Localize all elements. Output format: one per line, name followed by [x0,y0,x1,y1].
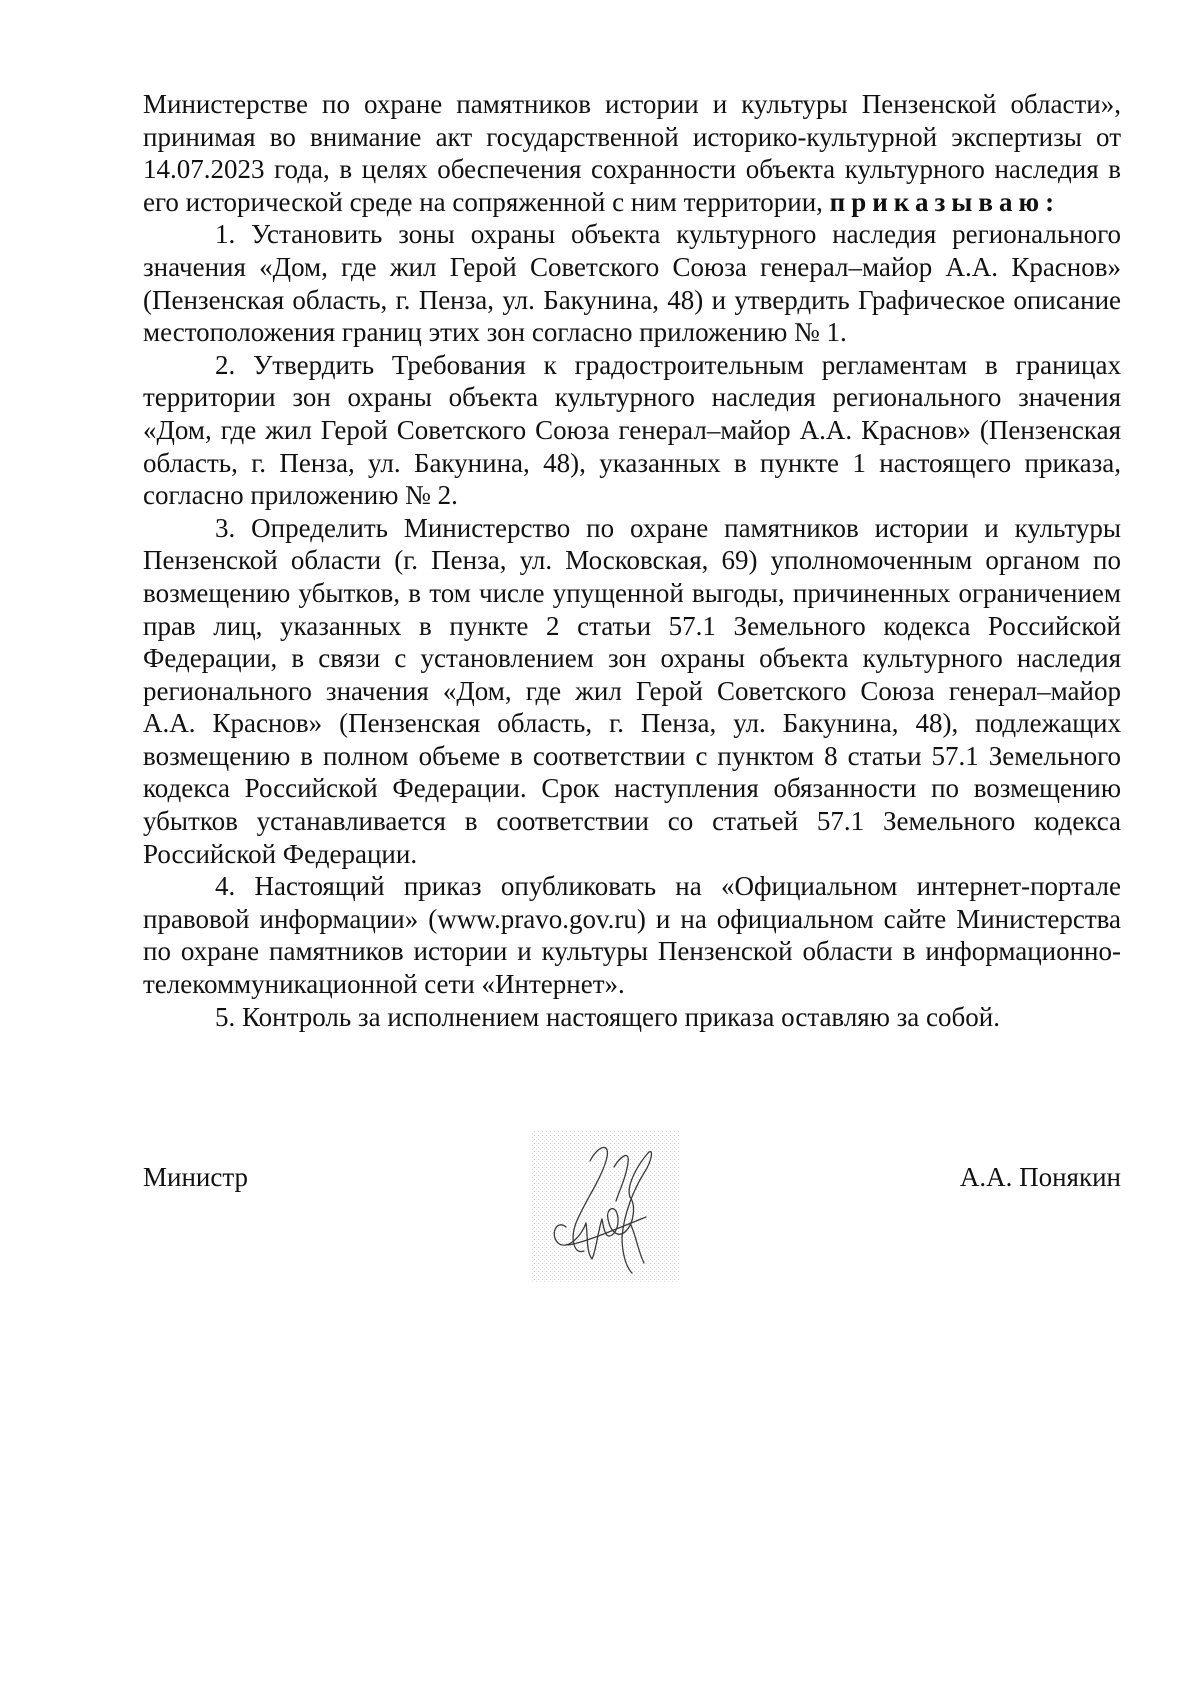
order-item-4: 4. Настоящий приказ опубликовать на «Официальном интернет-портале правовой информации» (www.pravo.gov.ru) и на официальном сайте Министерства по охране памятников истории и культуры Пензенской области в информационно-телекоммуникационной сети «Интернет». [143,871,1121,1000]
handwritten-signature-icon [526,1127,686,1287]
order-item-3: 3. Определить Министерство по охране памятников истории и культуры Пензенской области (г. Пенза, ул. Московская, 69) уполномоченным органом по возмещению убытков, в том числе упущенной выгоды, причиненных ограничением прав лиц, указанных в пункте 2 статьи 57.1 Земельного кодекса Российской Федерации, в связи с установлением зон охраны объекта культурного наследия регионального значения «Дом, где жил Герой Советского Союза генерал–майор А.А. Краснов» (Пензенская область, г. Пенза, ул. Бакунина, 48), подлежащих возмещению в полном объеме в соответствии с пунктом 8 статьи 57.1 Земельного кодекса Российской Федерации. Срок наступления обязанности по возмещению убытков устанавливается в соответствии со статьей 57.1 Земельного кодекса Российской Федерации. [143,512,1121,869]
intro-paragraph [143,88,1121,218]
intro-text: Министерстве по охране памятников истории и культуры Пензенской области», принимая во внимание акт государственной историко-культурной экспертизы от 14.07.2023 года, в целях обеспечения сохранности объекта культурного наследия в его исторической среде на сопряженной с ним территории, [143,89,1121,217]
signer-title: Министр [143,1162,248,1192]
order-item-1: 1. Установить зоны охраны объекта культурного наследия регионального значения «Дом, где жил Герой Советского Союза генерал–майор А.А. Краснов» (Пензенская область, г. Пенза, ул. Бакунина, 48) и утвердить Графическое описание местоположения границ этих зон согласно приложению № 1. [143,219,1121,348]
order-word: приказываю: [829,186,1061,217]
order-item-5: 5. Контроль за исполнением настоящего приказа оставляю за собой. [215,1001,1000,1032]
document-body [143,88,1121,1033]
signer-name: А.А. Понякин [959,1162,1121,1192]
order-item-2: 2. Утвердить Требования к градостроительным регламентам в границах территории зон охраны объекта культурного наследия регионального значения «Дом, где жил Герой Советского Союза генерал–майор А.А. Краснов» (Пензенская область, г. Пенза, ул. Бакунина, 48), указанных в пункте 1 настоящего приказа, согласно приложению № 2. [143,349,1121,511]
